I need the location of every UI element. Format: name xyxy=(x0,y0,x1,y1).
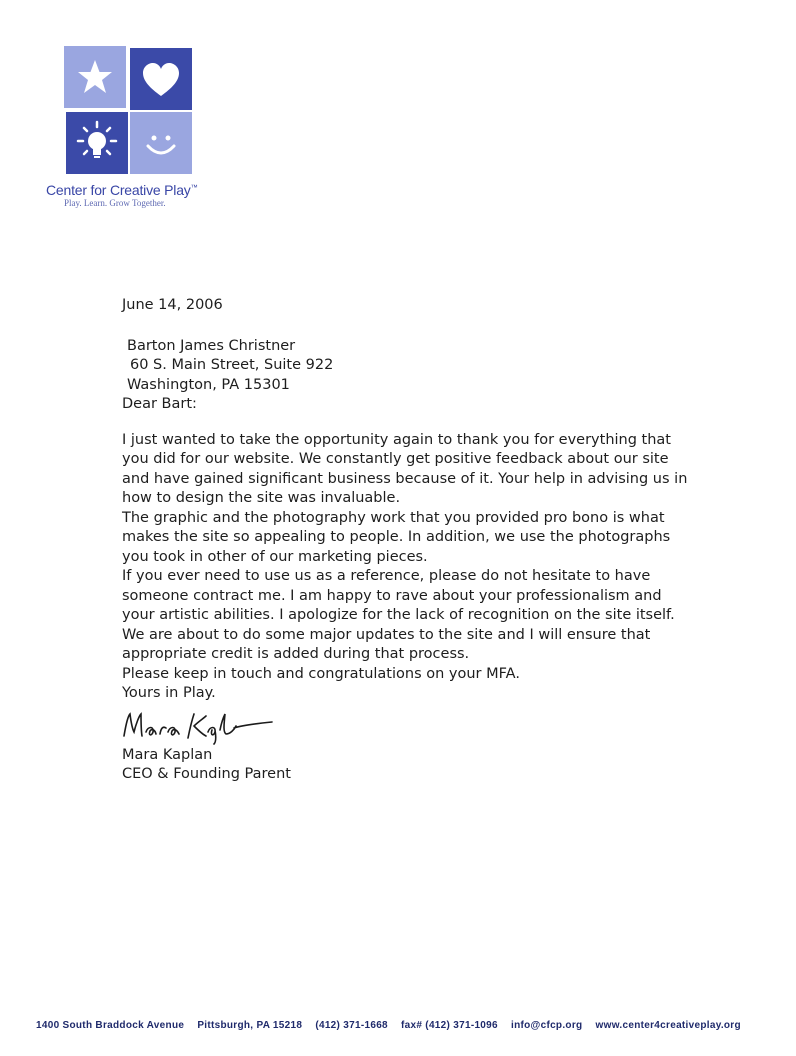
letterhead-logo xyxy=(46,46,206,208)
lightbulb-tile xyxy=(66,112,128,174)
smiley-tile xyxy=(130,112,192,174)
paragraph-4: Please keep in touch and congratulations on your MFA. xyxy=(122,665,520,682)
organization-tagline: Play. Learn. Grow Together. xyxy=(64,198,166,208)
organization-name xyxy=(46,182,206,198)
heart-tile xyxy=(130,48,192,110)
recipient-street: 60 S. Main Street, Suite 922 xyxy=(130,357,334,373)
closing: Yours in Play. xyxy=(122,685,216,701)
letterhead-footer xyxy=(36,1020,776,1031)
signer-title: CEO & Founding Parent xyxy=(122,766,291,782)
recipient-address xyxy=(127,337,692,396)
footer-fax: fax# (412) 371-1096 xyxy=(401,1020,498,1031)
footer-email: info@cfcp.org xyxy=(511,1020,583,1031)
footer-city: Pittsburgh, PA 15218 xyxy=(197,1020,303,1031)
signer-name: Mara Kaplan xyxy=(122,746,213,763)
smiley-icon xyxy=(130,112,192,174)
footer-phone: (412) 371-1668 xyxy=(315,1020,388,1031)
paragraph-1: I just wanted to take the opportunity again to thank you for everything that you did for our website. We constantly get positive feedback about our site and have gained significant business because of it. Your help in advising us in how to design the site was invaluable. xyxy=(122,431,688,506)
signature-icon xyxy=(122,706,292,746)
recipient-name: Barton James Christner xyxy=(127,337,296,354)
lightbulb-icon xyxy=(66,112,128,174)
paragraph-2: The graphic and the photography work that you provided pro bono is what makes the site so appealing to people. In addition, we use the photographs you took in other of our marketing pieces. xyxy=(122,509,671,565)
logo-grid xyxy=(64,46,194,176)
star-tile xyxy=(64,46,126,108)
salutation: Dear Bart: xyxy=(122,396,197,412)
heart-icon xyxy=(130,48,192,110)
letter-body xyxy=(122,296,692,785)
footer-website: www.center4creativeplay.org xyxy=(595,1020,741,1031)
letter-date: June 14, 2006 xyxy=(122,297,223,313)
paragraph-3: If you ever need to use us as a reference, please do not hesitate to have someone contract me. I am happy to rave about your professionalism and your artistic abilities. I apologize for the lack of recognition on the site itself. We are about to do some major updates to the site and I will ensure that appropriate credit is added during that process. xyxy=(122,568,675,662)
trademark-mark: ™ xyxy=(190,184,198,192)
organization-name-text: Center for Creative Play xyxy=(46,182,191,198)
handwritten-signature xyxy=(122,706,692,746)
footer-address: 1400 South Braddock Avenue xyxy=(36,1020,185,1031)
recipient-city: Washington, PA 15301 xyxy=(127,376,290,393)
star-icon xyxy=(64,46,126,108)
